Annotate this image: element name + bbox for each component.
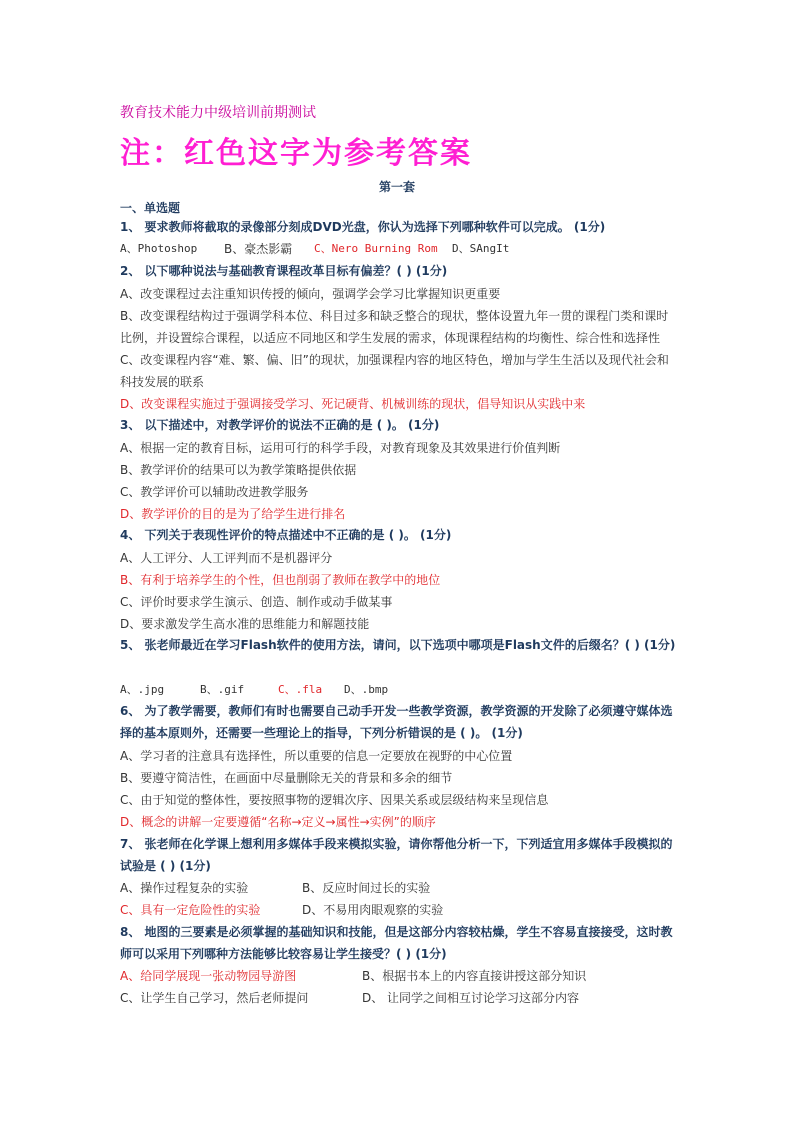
option-d: D、教学评价的目的是为了给学生进行排名 [120,507,346,521]
option-d: D、.bmp [344,683,389,696]
answer-key-note: 注：红色这字为参考答案 [120,136,472,171]
option-d: D、改变课程实施过于强调接受学习、死记硬背、机械训练的现状，倡导知识从实践中来 [120,397,586,411]
option-a: A、操作过程复杂的实验 [120,881,249,895]
option-d: D、概念的讲解一定要遵循“名称→定义→属性→实例”的顺序 [120,815,436,829]
option-b: B、豪杰影霸 [224,242,293,256]
option-a: A、人工评分、人工评判而不是机器评分 [120,551,333,565]
option-a: A、Photoshop [120,242,198,255]
option-b: B、.gif [200,683,245,696]
question-stem: 6、 为了教学需要，教师们有时也需要自己动手开发一些教学资源，教学资源的开发除了必须遵守媒体选择的基本原则外，还需要一些理论上的指导，下列分析错误的是 ( )。 (1分) [120,704,673,740]
option-c: C、改变课程内容“难、繁、偏、旧”的现状，加强课程内容的地区特色，增加与学生生活以及现代社会和科技发展的联系 [120,353,669,389]
question-stem: 7、 张老师在化学课上想利用多媒体手段来模拟实验，请你帮他分析一下，下列适宜用多媒体手段模拟的试验是 ( ) (1分) [120,837,673,873]
option-d: D、 让同学之间相互讨论学习这部分内容 [362,991,580,1005]
document-title: 教育技术能力中级培训前期测试 [120,105,316,121]
option-c: C、让学生自己学习，然后老师提问 [120,991,309,1005]
question-stem: 1、 要求教师将截取的录像部分刻成DVD光盘，你认为选择下列哪种软件可以完成。 (1分) [120,220,606,234]
option-a: A、.jpg [120,683,165,696]
option-a: A、根据一定的教育目标，运用可行的科学手段，对教育现象及其效果进行价值判断 [120,441,561,455]
question-stem: 3、 以下描述中，对教学评价的说法不正确的是 ( )。 (1分) [120,418,440,432]
option-c: C、由于知觉的整体性，要按照事物的逻辑次序、因果关系或层级结构来呈现信息 [120,793,549,807]
question-stem: 8、 地图的三要素是必须掌握的基础知识和技能，但是这部分内容较枯燥，学生不容易直接接受，这时教师可以采用下列哪种方法能够比较容易让学生接受？( ) (1分) [120,925,673,961]
question-stem: 5、 张老师最近在学习Flash软件的使用方法，请问，以下选项中哪项是Flash文件的后缀名？( ) (1分) [120,638,676,652]
question-stem: 4、 下列关于表现性评价的特点描述中不正确的是 ( )。 (1分) [120,528,452,542]
question-stem: 2、 以下哪种说法与基础教育课程改革目标有偏差？( ) (1分) [120,264,448,278]
option-b: B、教学评价的结果可以为教学策略提供依据 [120,463,357,477]
option-d: D、要求激发学生高水准的思维能力和解题技能 [120,617,370,631]
option-c: C、评价时要求学生演示、创造、制作或动手做某事 [120,595,393,609]
option-a: A、学习者的注意具有选择性，所以重要的信息一定要放在视野的中心位置 [120,749,513,763]
option-c: C、具有一定危险性的实验 [120,903,261,917]
option-a: A、给同学展现一张动物园导游图 [120,969,297,983]
option-d: D、不易用肉眼观察的实验 [302,903,444,917]
option-c: C、.fla [278,683,323,696]
option-b: B、反应时间过长的实验 [302,881,431,895]
option-d: D、SAngIt [452,242,510,255]
option-c: C、教学评价可以辅助改进教学服务 [120,485,309,499]
option-a: A、改变课程过去注重知识传授的倾向，强调学会学习比掌握知识更重要 [120,287,501,301]
option-b: B、有利于培养学生的个性，但也削弱了教师在教学中的地位 [120,573,441,587]
option-c: C、Nero Burning Rom [314,242,438,255]
set-label: 第一套 [378,180,415,194]
option-b: B、要遵守简洁性，在画面中尽量删除无关的背景和多余的细节 [120,771,453,785]
option-b: B、改变课程结构过于强调学科本位、科目过多和缺乏整合的现状，整体设置九年一贯的课程门类和课时比例，并设置综合课程，以适应不同地区和学生发展的需求，体现课程结构的均衡性、综合性和选择性 [120,309,669,345]
section-label: 一、单选题 [120,201,181,215]
option-b: B、根据书本上的内容直接讲授这部分知识 [362,969,587,983]
